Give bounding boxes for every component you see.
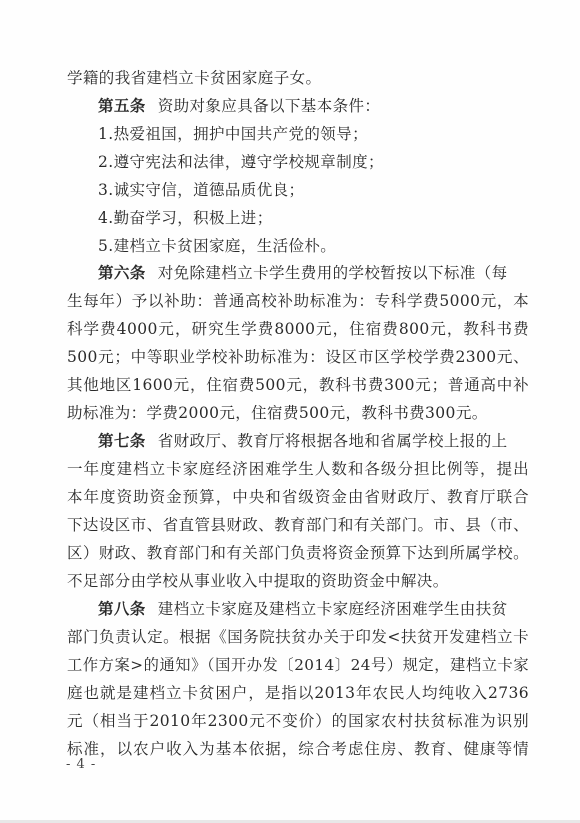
condition-1: 1.热爱祖国，拥护中国共产党的领导；	[98, 125, 368, 143]
condition-3: 3.诚实守信，道德品质优良；	[98, 181, 305, 199]
article-8-text: 建档立卡家庭及建档立卡家庭经济困难学生由扶贫	[157, 600, 508, 618]
article-6-text: 对免除建档立卡学生费用的学校暂按以下标准（每	[157, 264, 508, 282]
text-line: 下达设区市、省直管县财政、教育部门和有关部门。市、县（市、	[67, 516, 529, 534]
text-line: 助标准为：学费2000元，住宿费500元，教科书费300元。	[67, 404, 488, 422]
text-line: 生每年）予以补助：普通高校补助标准为：专科学费5000元，本	[67, 292, 529, 310]
page-number: - 4 -	[66, 757, 97, 772]
text-line: 科学费4000元，研究生学费8000元，住宿费800元，教科书费	[67, 320, 529, 338]
condition-2: 2.遵守宪法和法律，遵守学校规章制度；	[98, 153, 384, 171]
article-6-heading: 第六条	[98, 264, 146, 282]
text-line: 500元；中等职业学校补助标准为：设区市区学校学费2300元、	[67, 348, 529, 366]
text-line: 工作方案>的通知》（国开办发〔2014〕24号）规定，建档立卡家	[67, 656, 529, 674]
article-7-heading: 第七条	[98, 432, 146, 450]
article-8-line	[98, 598, 528, 620]
article-5-line	[98, 95, 528, 117]
article-5-text: 资助对象应具备以下基本条件：	[157, 97, 381, 115]
text-line: 一年度建档立卡家庭经济困难学生人数和各级分担比例等，提出	[67, 460, 529, 478]
text-line: 不足部分由学校从事业收入中提取的资助资金中解决。	[67, 572, 449, 590]
article-6-line	[98, 262, 528, 284]
text-line: 区）财政、教育部门和有关部门负责将资金预算下达到所属学校。	[67, 544, 529, 562]
text-line: 部门负责认定。根据《国务院扶贫办关于印发<扶贫开发建档立卡	[67, 628, 529, 646]
article-8-heading: 第八条	[98, 600, 146, 618]
article-7-line	[98, 430, 528, 452]
text-line: 其他地区1600元，住宿费500元，教科书费300元；普通高中补	[67, 376, 529, 394]
condition-4: 4.勤奋学习，积极上进；	[98, 209, 273, 227]
text-line: 学籍的我省建档立卡贫困家庭子女。	[67, 69, 322, 87]
text-line: 本年度资助资金预算，中央和省级资金由省财政厅、教育厅联合	[67, 488, 529, 506]
text-line: 庭也就是建档立卡贫困户，是指以2013年农民人均纯收入2736	[67, 684, 529, 702]
text-line: 标准，以农户收入为基本依据，综合考虑住房、教育、健康等情	[67, 740, 529, 758]
article-7-text: 省财政厅、教育厅将根据各地和省属学校上报的上	[157, 432, 508, 450]
text-line: 元（相当于2010年2300元不变价）的国家农村扶贫标准为识别	[67, 712, 529, 730]
article-5-heading: 第五条	[98, 97, 146, 115]
condition-5: 5.建档立卡贫困家庭，生活俭朴。	[98, 237, 337, 255]
